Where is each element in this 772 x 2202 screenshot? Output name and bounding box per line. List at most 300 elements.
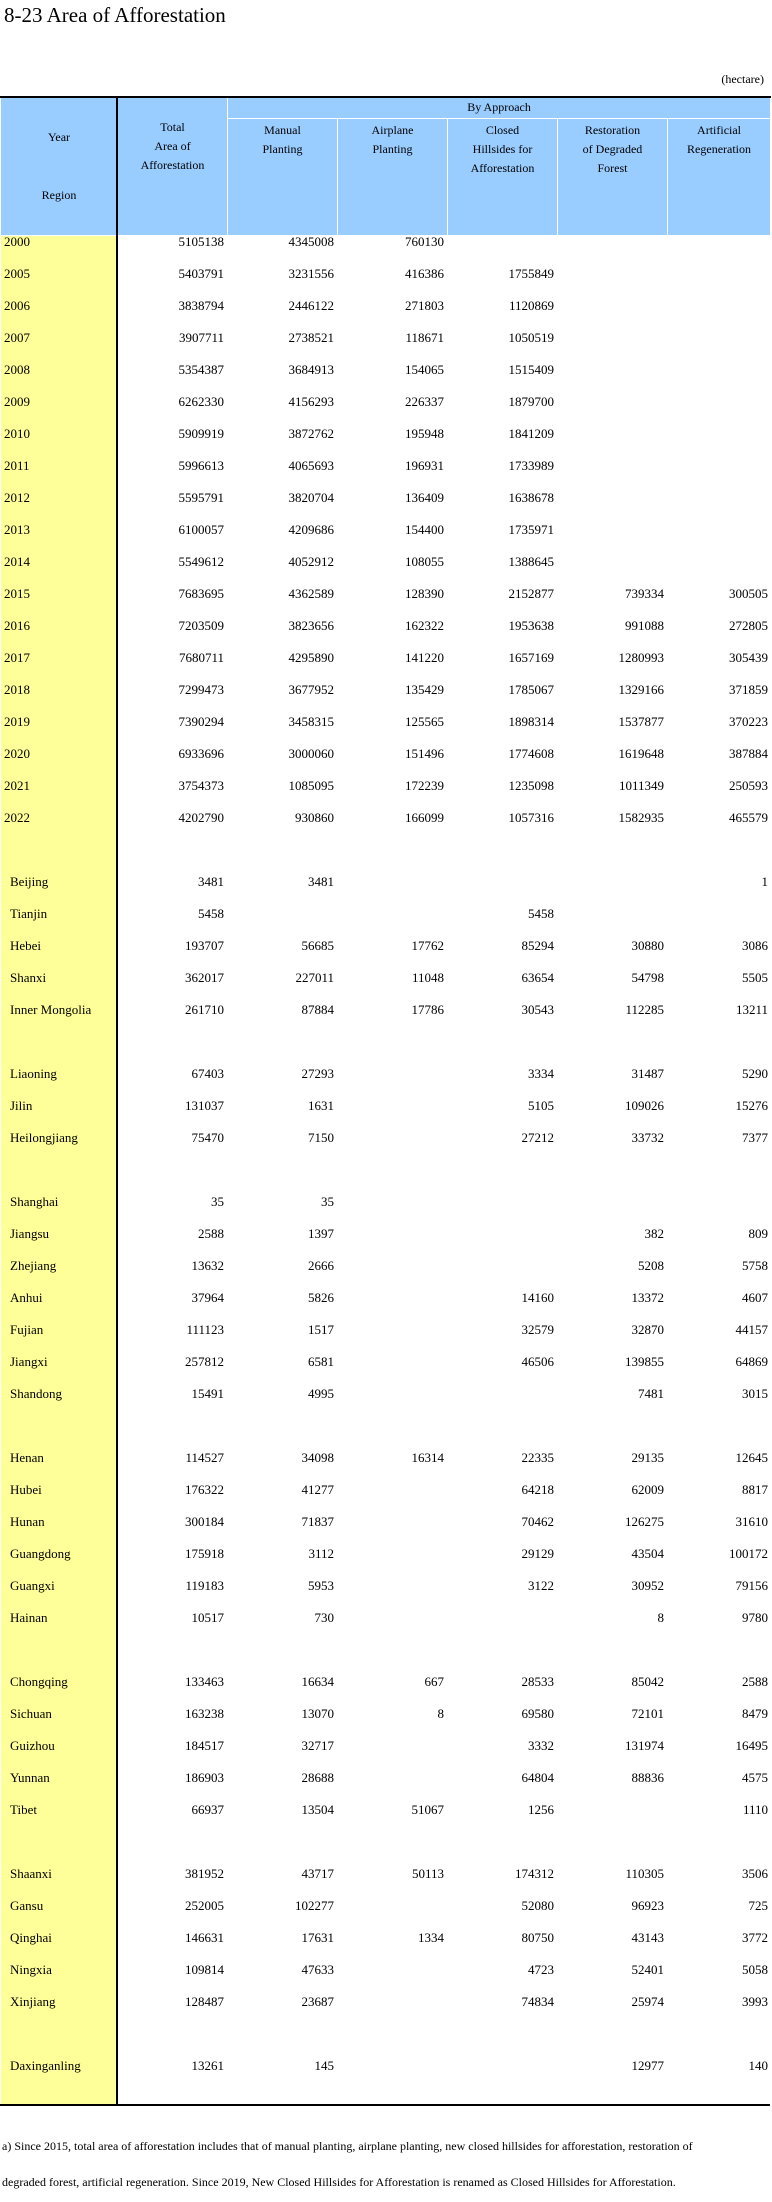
header-artificial-line2: Regeneration [687, 141, 752, 156]
cell-total: 257812 [185, 1354, 224, 1369]
cell-artificial: 44157 [735, 1322, 768, 1337]
cell-artificial: 1 [761, 874, 768, 889]
cell-restoration: 131974 [625, 1738, 664, 1753]
row-label: 2018 [4, 682, 30, 697]
table-row [0, 1218, 770, 1250]
cell-total: 7390294 [178, 714, 224, 729]
cell-manual: 3823656 [288, 618, 334, 633]
row-label: Jiangsu [10, 1226, 49, 1241]
cell-total: 114527 [185, 1450, 224, 1465]
table-row [0, 1762, 770, 1794]
cell-artificial: 465579 [729, 810, 768, 825]
row-label: 2021 [4, 778, 30, 793]
cell-closed: 30543 [521, 1002, 554, 1017]
cell-artificial: 31610 [735, 1514, 768, 1529]
cell-artificial: 16495 [735, 1738, 768, 1753]
cell-restoration: 29135 [631, 1450, 664, 1465]
header-restoration-line2: of Degraded [582, 141, 643, 156]
cell-artificial: 5290 [742, 1066, 768, 1081]
cell-manual: 2738521 [288, 330, 334, 345]
cell-closed: 1657169 [508, 650, 554, 665]
table-row [0, 610, 770, 642]
cell-closed: 3332 [528, 1738, 554, 1753]
cell-artificial: 3015 [742, 1386, 768, 1401]
cell-restoration: 96923 [631, 1898, 664, 1913]
cell-airplane: 125565 [405, 714, 444, 729]
cell-total: 6933696 [178, 746, 224, 761]
header-restoration-line1: Restoration [584, 122, 641, 137]
cell-artificial: 305439 [729, 650, 768, 665]
row-label: 2008 [4, 362, 30, 377]
row-label: 2017 [4, 650, 30, 665]
header-manual-line1: Manual [264, 122, 301, 137]
table-row [0, 1698, 770, 1730]
cell-closed: 1733989 [508, 458, 554, 473]
cell-total: 5354387 [178, 362, 224, 377]
cell-manual: 3458315 [288, 714, 334, 729]
row-label: Guangxi [10, 1578, 55, 1593]
cell-artificial: 8817 [742, 1482, 768, 1497]
cell-closed: 52080 [521, 1898, 554, 1913]
cell-airplane: 50113 [411, 1866, 444, 1881]
row-label: Jiangxi [10, 1354, 48, 1369]
cell-airplane: 196931 [405, 458, 444, 473]
table-row [0, 802, 770, 834]
cell-manual: 5826 [308, 1290, 334, 1305]
table-row [0, 706, 770, 738]
cell-restoration: 1537877 [618, 714, 664, 729]
row-label: 2015 [4, 586, 30, 601]
table-row [0, 258, 770, 290]
cell-total: 3481 [198, 874, 224, 889]
cell-total: 146631 [185, 1930, 224, 1945]
header-region: Region [41, 187, 77, 202]
table-row [0, 1506, 770, 1538]
cell-restoration: 126275 [625, 1514, 664, 1529]
header-airplane-line1: Airplane [371, 122, 414, 137]
cell-total: 193707 [185, 938, 224, 953]
row-label: Qinghai [10, 1930, 52, 1945]
cell-artificial: 140 [748, 2058, 768, 2073]
row-label: 2011 [4, 458, 30, 473]
row-label: 2009 [4, 394, 30, 409]
cell-total: 5549612 [178, 554, 224, 569]
cell-closed: 2152877 [508, 586, 554, 601]
cell-closed: 1235098 [508, 778, 554, 793]
cell-total: 13632 [191, 1258, 224, 1273]
cell-airplane: 195948 [405, 426, 444, 441]
cell-manual: 87884 [301, 1002, 334, 1017]
header-artificial-line1: Artificial [697, 122, 742, 137]
cell-restoration: 31487 [631, 1066, 664, 1081]
cell-total: 163238 [185, 1706, 224, 1721]
cell-total: 176322 [185, 1482, 224, 1497]
cell-closed: 64804 [521, 1770, 554, 1785]
cell-total: 13261 [191, 2058, 224, 2073]
row-label: 2020 [4, 746, 30, 761]
cell-manual: 930860 [295, 810, 334, 825]
cell-restoration: 8 [657, 1610, 664, 1625]
cell-artificial: 370223 [729, 714, 768, 729]
cell-manual: 3231556 [288, 266, 334, 281]
cell-restoration: 88836 [631, 1770, 664, 1785]
table-row [0, 1538, 770, 1570]
cell-manual: 4052912 [288, 554, 334, 569]
cell-closed: 1388645 [508, 554, 554, 569]
table-row [0, 546, 770, 578]
cell-airplane: 271803 [405, 298, 444, 313]
row-label: Shandong [10, 1386, 62, 1401]
cell-closed: 5458 [528, 906, 554, 921]
cell-closed: 3334 [528, 1066, 554, 1081]
cell-airplane: 16314 [411, 1450, 444, 1465]
cell-manual: 3000060 [288, 746, 334, 761]
cell-restoration: 112285 [625, 1002, 664, 1017]
cell-airplane: 11048 [411, 970, 444, 985]
cell-restoration: 5208 [638, 1258, 664, 1273]
cell-artificial: 3772 [742, 1930, 768, 1945]
table-row [0, 1570, 770, 1602]
cell-closed: 1735971 [508, 522, 554, 537]
cell-restoration: 1329166 [618, 682, 664, 697]
cell-closed: 32579 [521, 1322, 554, 1337]
cell-total: 15491 [191, 1386, 224, 1401]
cell-manual: 3684913 [288, 362, 334, 377]
row-label: Ningxia [10, 1962, 52, 1977]
cell-manual: 13070 [301, 1706, 334, 1721]
row-label: Shanghai [10, 1194, 59, 1209]
cell-closed: 80750 [521, 1930, 554, 1945]
cell-airplane: 136409 [405, 490, 444, 505]
cell-manual: 4362589 [288, 586, 334, 601]
row-label: Sichuan [10, 1706, 52, 1721]
cell-airplane: 108055 [405, 554, 444, 569]
table-row [0, 674, 770, 706]
row-label: 2000 [4, 234, 30, 249]
cell-artificial: 272805 [729, 618, 768, 633]
cell-manual: 3112 [308, 1546, 334, 1561]
cell-manual: 4345008 [288, 234, 334, 249]
cell-airplane: 141220 [405, 650, 444, 665]
cell-artificial: 2588 [742, 1674, 768, 1689]
cell-airplane: 17786 [411, 1002, 444, 1017]
cell-closed: 1755849 [508, 266, 554, 281]
cell-manual: 4209686 [288, 522, 334, 537]
header-manual [228, 118, 338, 235]
cell-artificial: 300505 [729, 586, 768, 601]
cell-manual: 2666 [308, 1258, 334, 1273]
cell-manual: 4156293 [288, 394, 334, 409]
row-label: 2013 [4, 522, 30, 537]
cell-manual: 102277 [295, 1898, 334, 1913]
cell-total: 2588 [198, 1226, 224, 1241]
table-row [0, 1378, 770, 1410]
cell-manual: 6581 [308, 1354, 334, 1369]
cell-artificial: 4607 [742, 1290, 768, 1305]
cell-closed: 1785067 [508, 682, 554, 697]
cell-restoration: 72101 [631, 1706, 664, 1721]
cell-manual: 41277 [301, 1482, 334, 1497]
cell-artificial: 13211 [735, 1002, 768, 1017]
table-row [0, 1346, 770, 1378]
row-label: 2006 [4, 298, 30, 313]
row-label: Tianjin [10, 906, 48, 921]
row-label: 2014 [4, 554, 30, 569]
table-row [0, 1186, 770, 1218]
table-bottom-rule [0, 2104, 770, 2106]
cell-restoration: 991088 [625, 618, 664, 633]
cell-restoration: 110305 [625, 1866, 664, 1881]
cell-manual: 5953 [308, 1578, 334, 1593]
cell-artificial: 3993 [742, 1994, 768, 2009]
cell-restoration: 62009 [631, 1482, 664, 1497]
row-label: 2022 [4, 810, 30, 825]
cell-closed: 29129 [521, 1546, 554, 1561]
cell-manual: 56685 [301, 938, 334, 953]
cell-airplane: 1334 [418, 1930, 444, 1945]
table-row [0, 418, 770, 450]
row-label: 2012 [4, 490, 30, 505]
cell-closed: 1050519 [508, 330, 554, 345]
cell-manual: 7150 [308, 1130, 334, 1145]
header-closed-line2: Hillsides for [472, 141, 533, 156]
row-label: Liaoning [10, 1066, 57, 1081]
cell-artificial: 9780 [742, 1610, 768, 1625]
row-label: Yunnan [10, 1770, 50, 1785]
header-total-line1: Total [160, 119, 185, 134]
cell-closed: 1515409 [508, 362, 554, 377]
table-row [0, 1922, 770, 1954]
header-airplane-line2: Planting [372, 141, 413, 156]
header-restoration [558, 118, 668, 235]
cell-total: 111123 [186, 1322, 224, 1337]
cell-manual: 35 [321, 1194, 334, 1209]
table-row [0, 1890, 770, 1922]
cell-total: 67403 [191, 1066, 224, 1081]
cell-manual: 34098 [301, 1450, 334, 1465]
row-label: Guizhou [10, 1738, 55, 1753]
cell-closed: 70462 [521, 1514, 554, 1529]
table-row [0, 450, 770, 482]
page-title: 8-23 Area of Afforestation [4, 3, 226, 27]
cell-artificial: 371859 [729, 682, 768, 697]
header-closed-line1: Closed [485, 122, 520, 137]
cell-closed: 1120869 [508, 298, 554, 313]
row-label: Henan [10, 1450, 44, 1465]
cell-total: 261710 [185, 1002, 224, 1017]
cell-airplane: 135429 [405, 682, 444, 697]
cell-total: 66937 [191, 1802, 224, 1817]
cell-manual: 1631 [308, 1098, 334, 1113]
row-label: Daxinganling [10, 2058, 81, 2073]
cell-total: 252005 [185, 1898, 224, 1913]
cell-restoration: 85042 [631, 1674, 664, 1689]
cell-closed: 1953638 [508, 618, 554, 633]
table-row [0, 1986, 770, 2018]
cell-closed: 85294 [521, 938, 554, 953]
table-row [0, 962, 770, 994]
cell-closed: 1638678 [508, 490, 554, 505]
cell-airplane: 154065 [405, 362, 444, 377]
cell-closed: 1256 [528, 1802, 554, 1817]
cell-manual: 1085095 [288, 778, 334, 793]
table-row [0, 994, 770, 1026]
row-label: Chongqing [10, 1674, 68, 1689]
cell-manual: 3677952 [288, 682, 334, 697]
cell-manual: 16634 [301, 1674, 334, 1689]
cell-restoration: 1280993 [618, 650, 664, 665]
header-year-region [1, 97, 118, 235]
row-label: Beijing [10, 874, 49, 889]
cell-restoration: 30880 [631, 938, 664, 953]
cell-closed: 69580 [521, 1706, 554, 1721]
cell-airplane: 8 [437, 1706, 444, 1721]
cell-manual: 3820704 [288, 490, 334, 505]
cell-artificial: 100172 [729, 1546, 768, 1561]
row-label: Shanxi [10, 970, 47, 985]
cell-airplane: 118671 [405, 330, 444, 345]
cell-restoration: 32870 [631, 1322, 664, 1337]
header-manual-line2: Planting [262, 141, 303, 156]
cell-total: 3838794 [178, 298, 224, 313]
cell-restoration: 13372 [631, 1290, 664, 1305]
table-row [0, 1730, 770, 1762]
cell-restoration: 54798 [631, 970, 664, 985]
row-label: 2010 [4, 426, 30, 441]
footnote-line2: degraded forest, artificial regeneration. Since 2019, New Closed Hillsides for Afforestation is renamed as Closed Hillsides for Afforestation. [2, 2175, 676, 2189]
cell-closed: 14160 [521, 1290, 554, 1305]
row-label: Xinjiang [10, 1994, 56, 2009]
cell-restoration: 1582935 [618, 810, 664, 825]
cell-manual: 71837 [301, 1514, 334, 1529]
table-row [0, 1090, 770, 1122]
row-label: Hebei [10, 938, 42, 953]
cell-total: 3907711 [178, 330, 224, 345]
header-by-approach: By Approach [228, 97, 771, 118]
table-row [0, 1474, 770, 1506]
cell-artificial: 7377 [742, 1130, 768, 1145]
cell-artificial: 809 [748, 1226, 768, 1241]
cell-total: 5996613 [178, 458, 224, 473]
cell-total: 381952 [185, 1866, 224, 1881]
table-row [0, 1282, 770, 1314]
header-closed-line3: Afforestation [470, 160, 535, 175]
cell-total: 5403791 [178, 266, 224, 281]
cell-closed: 46506 [521, 1354, 554, 1369]
cell-restoration: 1011349 [618, 778, 664, 793]
row-label: Tibet [10, 1802, 37, 1817]
cell-manual: 32717 [301, 1738, 334, 1753]
cell-restoration: 382 [644, 1226, 664, 1241]
cell-closed: 3122 [528, 1578, 554, 1593]
table-row [0, 2050, 770, 2082]
cell-manual: 28688 [301, 1770, 334, 1785]
cell-total: 10517 [191, 1610, 224, 1625]
cell-airplane: 667 [424, 1674, 444, 1689]
cell-manual: 43717 [301, 1866, 334, 1881]
row-label: Heilongjiang [10, 1130, 78, 1145]
cell-closed: 1774608 [508, 746, 554, 761]
table-row [0, 1250, 770, 1282]
cell-artificial: 725 [748, 1898, 768, 1913]
cell-airplane: 51067 [411, 1802, 444, 1817]
row-label: Zhejiang [10, 1258, 57, 1273]
row-label: 2007 [4, 330, 30, 345]
table-row [0, 1954, 770, 1986]
cell-total: 4202790 [178, 810, 224, 825]
cell-manual: 4065693 [288, 458, 334, 473]
header-total-line2: Area of [154, 138, 191, 153]
table-row [0, 866, 770, 898]
header-closed [448, 118, 558, 235]
cell-restoration: 739334 [625, 586, 664, 601]
cell-manual: 47633 [301, 1962, 334, 1977]
cell-restoration: 25974 [631, 1994, 664, 2009]
cell-total: 37964 [191, 1290, 224, 1305]
cell-total: 5595791 [178, 490, 224, 505]
header-airplane [338, 118, 448, 235]
cell-manual: 227011 [295, 970, 334, 985]
cell-manual: 3481 [308, 874, 334, 889]
cell-total: 6262330 [178, 394, 224, 409]
cell-restoration: 7481 [638, 1386, 664, 1401]
cell-manual: 1397 [308, 1226, 334, 1241]
cell-manual: 3872762 [288, 426, 334, 441]
cell-manual: 730 [314, 1610, 334, 1625]
table-row [0, 1794, 770, 1826]
cell-restoration: 109026 [625, 1098, 664, 1113]
cell-artificial: 15276 [735, 1098, 768, 1113]
cell-manual: 17631 [301, 1930, 334, 1945]
cell-total: 119183 [185, 1578, 224, 1593]
cell-total: 5105138 [178, 234, 224, 249]
cell-artificial: 1110 [742, 1802, 768, 1817]
cell-closed: 1057316 [508, 810, 554, 825]
cell-closed: 22335 [521, 1450, 554, 1465]
cell-closed: 5105 [528, 1098, 554, 1113]
table-row [0, 354, 770, 386]
cell-artificial: 3506 [742, 1866, 768, 1881]
cell-artificial: 64869 [735, 1354, 768, 1369]
cell-total: 300184 [185, 1514, 224, 1529]
row-label: Anhui [10, 1290, 43, 1305]
cell-manual: 27293 [301, 1066, 334, 1081]
cell-total: 5458 [198, 906, 224, 921]
table-row [0, 578, 770, 610]
row-label: Gansu [10, 1898, 44, 1913]
cell-airplane: 154400 [405, 522, 444, 537]
cell-closed: 4723 [528, 1962, 554, 1977]
header-total [118, 97, 228, 235]
cell-manual: 13504 [301, 1802, 334, 1817]
cell-total: 7683695 [178, 586, 224, 601]
cell-manual: 23687 [301, 1994, 334, 2009]
cell-closed: 63654 [521, 970, 554, 985]
table-row [0, 290, 770, 322]
table-row [0, 930, 770, 962]
cell-artificial: 12645 [735, 1450, 768, 1465]
cell-airplane: 162322 [405, 618, 444, 633]
table-row [0, 1858, 770, 1890]
table-row [0, 1442, 770, 1474]
cell-total: 35 [211, 1194, 224, 1209]
cell-total: 7299473 [178, 682, 224, 697]
table-row [0, 642, 770, 674]
cell-restoration: 30952 [631, 1578, 664, 1593]
cell-airplane: 172239 [405, 778, 444, 793]
cell-total: 6100057 [178, 522, 224, 537]
cell-restoration: 139855 [625, 1354, 664, 1369]
